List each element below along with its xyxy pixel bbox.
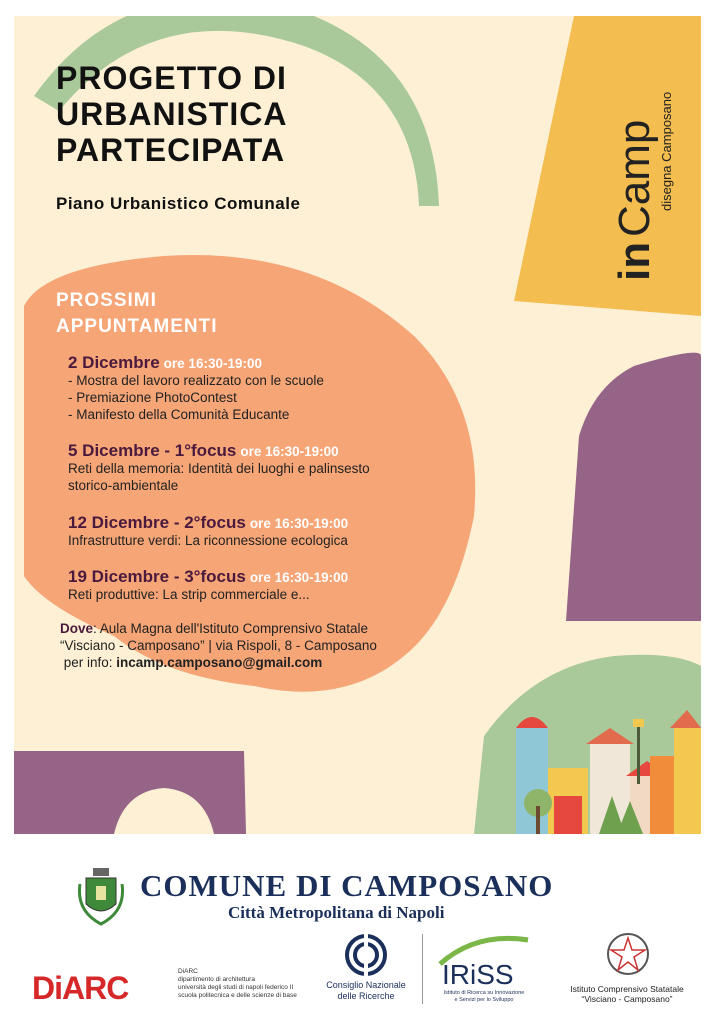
event-detail: - Manifesto della Comunità Educante xyxy=(68,407,290,422)
republic-emblem-icon xyxy=(605,930,651,978)
ic-line: Istituto Comprensivo Statatale xyxy=(570,984,684,994)
event-item xyxy=(68,442,370,494)
event-item xyxy=(68,568,348,603)
event-detail: Reti produttive: La strip commerciale e... xyxy=(68,587,310,602)
iriss-line: e Servizi per lo Sviluppo xyxy=(454,997,514,1003)
cnr-logo-icon xyxy=(343,934,389,976)
iriss-logo-icon xyxy=(436,934,532,990)
event-item xyxy=(68,354,324,423)
title-line: PROGETTO DI xyxy=(56,60,287,96)
diarc-line: dipartimento di architettura xyxy=(178,976,255,983)
ic-line: “Visciano - Camposano” xyxy=(581,994,673,1004)
purple-arch-shape xyxy=(14,751,246,834)
iriss-line: Istituto di Ricerca su Innovazione xyxy=(443,990,525,996)
title-line: URBANISTICA xyxy=(56,96,288,132)
venue-line: “Visciano - Camposano” | via Rispoli, 8 - Camposano xyxy=(60,638,377,653)
comune-name: COMUNE DI CAMPOSANO xyxy=(140,868,554,903)
agenda-heading xyxy=(56,288,218,340)
comune-crest-icon xyxy=(76,866,126,928)
ic-text xyxy=(560,984,694,1004)
cnr-line: Consiglio Nazionale xyxy=(326,980,406,990)
title-line: PARTECIPATA xyxy=(56,132,286,168)
diarc-line: DiARC xyxy=(178,968,198,975)
agenda-heading-line: APPUNTAMENTI xyxy=(56,316,218,337)
diarc-line: università degli studi di napoli federico II xyxy=(178,984,294,991)
contact-email[interactable]: incamp.camposano@gmail.com xyxy=(116,655,323,670)
cnr-text xyxy=(318,980,414,1002)
event-time: ore 16:30-19:00 xyxy=(249,516,349,531)
event-time: ore 16:30-19:00 xyxy=(163,356,262,371)
event-detail: - Premiazione PhotoContest xyxy=(68,390,237,405)
event-date: 12 Dicembre - 2°focus xyxy=(68,513,246,532)
event-date: 19 Dicembre - 3°focus xyxy=(68,567,246,586)
svg-text:Camp: Camp xyxy=(610,119,659,237)
diarc-line: scuola politecnica e delle scienze di base xyxy=(178,992,297,999)
diarc-text xyxy=(178,968,297,1000)
poster xyxy=(14,16,701,834)
agenda-heading-line: PROSSIMI xyxy=(56,290,157,311)
cnr-line: delle Ricerche xyxy=(337,991,395,1001)
diarc-logo: DiARC xyxy=(32,970,129,1006)
event-item xyxy=(68,514,348,549)
svg-text:IRiSS: IRiSS xyxy=(442,959,514,990)
iriss-text xyxy=(434,990,534,1004)
incamp-logo xyxy=(604,66,684,286)
page-title xyxy=(56,60,287,168)
event-time: ore 16:30-19:00 xyxy=(249,570,349,585)
venue-label: Dove xyxy=(60,621,94,636)
event-time: ore 16:30-19:00 xyxy=(240,444,339,459)
venue-info xyxy=(60,620,377,671)
event-date: 2 Dicembre xyxy=(68,353,160,372)
svg-text:in: in xyxy=(610,241,659,281)
svg-text:disegna Camposano: disegna Camposano xyxy=(659,91,674,211)
event-detail: storico-ambientale xyxy=(68,478,179,493)
citta-name: Città Metropolitana di Napoli xyxy=(228,903,445,922)
info-label: per info: xyxy=(63,655,117,670)
event-detail: Infrastrutture verdi: La riconnessione ecologica xyxy=(68,533,348,548)
purple-right-shape xyxy=(566,353,701,621)
event-detail: - Mostra del lavoro realizzato con le scuole xyxy=(68,373,324,388)
page-subtitle: Piano Urbanistico Comunale xyxy=(56,194,301,213)
event-detail: Reti della memoria: Identità dei luoghi e palinsesto xyxy=(68,461,370,476)
event-date: 5 Dicembre - 1°focus xyxy=(68,441,237,460)
venue-line: : Aula Magna dell'Istituto Comprensivo Statale xyxy=(93,621,368,636)
divider xyxy=(422,934,423,1004)
